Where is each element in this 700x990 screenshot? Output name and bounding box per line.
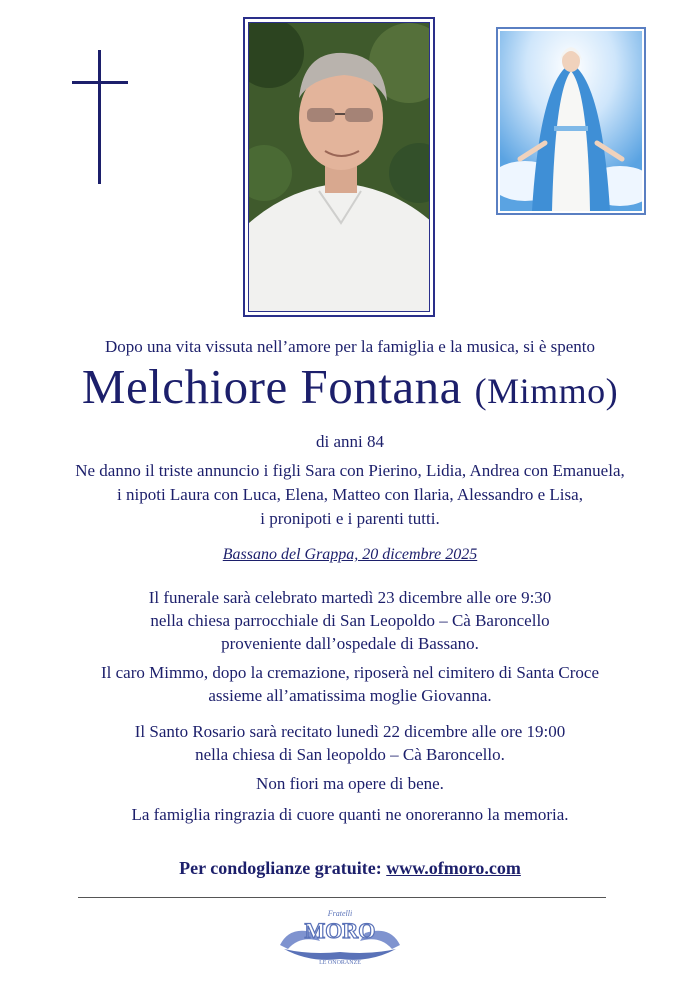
thanks-note: La famiglia ringrazia di cuore quanti ne onoreranno la memoria. (131, 805, 569, 824)
burial-line: assieme all’amatissima moglie Giovanna. (208, 686, 492, 705)
funeral-line: nella chiesa parrocchiale di San Leopoldo – Cà Baroncello (150, 611, 550, 630)
announcement-block (0, 459, 700, 531)
rosary-line: nella chiesa di San leopoldo – Cà Baroncello. (195, 745, 505, 764)
deceased-portrait (243, 17, 435, 317)
burial-line: Il caro Mimmo, dopo la cremazione, riposerà nel cimitero di Santa Croce (100, 663, 600, 682)
moro-logo (270, 905, 410, 965)
condolences-label: Per condoglianze gratuite: (179, 858, 382, 878)
announcement-line: Ne danno il triste annuncio i figli Sara con Pierino, Lidia, Andrea con Emanuela, (75, 461, 625, 480)
rosary-line: Il Santo Rosario sarà recitato lunedì 22 dicembre alle ore 19:00 (134, 722, 566, 741)
logo-bottom-text: LE ONORANZE (319, 960, 361, 965)
funeral-line: Il funerale sarà celebrato martedì 23 dicembre alle ore 9:30 (148, 588, 552, 607)
deceased-name (0, 358, 700, 415)
logo-main-text: MORO (304, 918, 376, 943)
intro-text: Dopo una vita vissuta nell’amore per la famiglia e la musica, si è spento (104, 337, 596, 356)
place-date: Bassano del Grappa, 20 dicembre 2025 (222, 546, 478, 563)
rosary-block (0, 720, 700, 766)
place-date-wrap (0, 546, 700, 564)
condolences-line (0, 858, 700, 879)
deceased-nickname: (Mimmo) (474, 371, 619, 411)
condolences-link[interactable]: www.ofmoro.com (386, 858, 521, 878)
burial-block (0, 661, 700, 707)
announcement-line: i pronipoti e i parenti tutti. (260, 509, 440, 528)
age-text: di anni 84 (316, 432, 384, 451)
deceased-full-name: Melchiore Fontana (81, 359, 462, 414)
cross-icon (72, 50, 128, 184)
funeral-block (0, 586, 700, 655)
logo-top-text: Fratelli (327, 909, 353, 918)
announcement-line: i nipoti Laura con Luca, Elena, Matteo con Ilaria, Alessandro e Lisa, (117, 485, 583, 504)
flowers-note: Non fiori ma opere di bene. (256, 774, 444, 793)
divider (78, 897, 606, 898)
madonna-image (496, 27, 646, 215)
funeral-line: proveniente dall’ospedale di Bassano. (221, 634, 479, 653)
